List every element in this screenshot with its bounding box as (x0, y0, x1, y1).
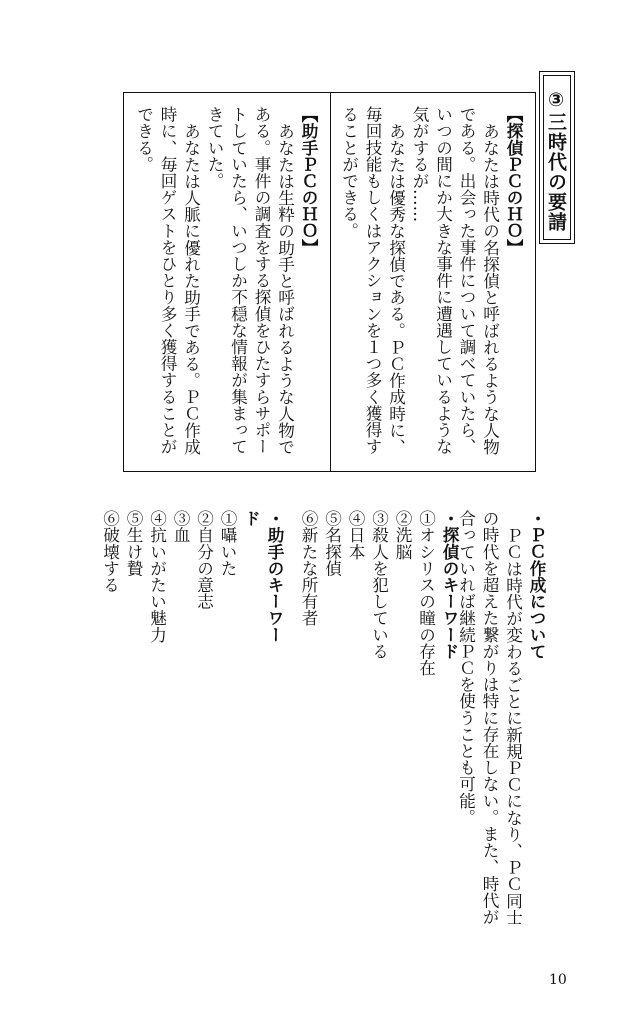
keyword-item: ⑤名探偵 (322, 510, 342, 577)
keyword-item: ②洗脳 (393, 510, 412, 560)
pc-creation-text: ＰＣは時代が変わるごとに新規ＰＣになり、ＰＣ同士の時代を超えた繋がりは特に存在しない。また、時代が合っていれば継続ＰＣを使うことも可能。 (456, 510, 523, 925)
assistant-handout (130, 106, 320, 464)
pc-creation-heading: ・ＰＣ作成について (527, 510, 546, 660)
assistant-keywords-heading: ・助手のキーワード (241, 510, 284, 643)
assistant-keywords-section (100, 510, 286, 650)
assistant-handout-paragraph: あなたは生粋の助手と呼ばれるような人物である。事件の調査をする探偵をひたすらサポートしていたら、いつしか不穏な情報が集まってきていた。 (205, 106, 295, 455)
keyword-item: ②自分の意志 (194, 510, 214, 610)
keyword-item: ①オシリスの瞳の存在 (416, 510, 436, 676)
detective-handout-heading: 【探偵ＰＣのＨＯ】 (504, 106, 523, 256)
page-number: 10 (549, 972, 567, 988)
detective-handout-paragraph: あなたは優秀な探偵である。ＰＣ作成時に、毎回技能もしくはアクションを１つ多く獲得することができる。 (339, 106, 406, 455)
detective-handout (340, 106, 525, 464)
section-title: ③三時代の要請 (543, 75, 571, 240)
keyword-item: ⑤生け贄 (124, 510, 143, 577)
assistant-handout-paragraph: あなたは人脈に優れた助手である。ＰＣ作成時に、毎回ゲストをひとり多く獲得することができる。 (134, 106, 201, 455)
keyword-item: ④日本 (346, 510, 365, 560)
detective-keywords-section (293, 510, 461, 710)
assistant-handout-heading: 【助手ＰＣのＨＯ】 (299, 106, 318, 256)
keyword-item: ③殺人を犯している (369, 510, 389, 660)
pc-creation-section (456, 510, 548, 930)
handout-box-divider (330, 92, 331, 472)
keyword-item: ⑥新たな所有者 (299, 510, 318, 627)
keyword-item: ③血 (171, 510, 190, 544)
detective-handout-paragraph: あなたは時代の名探偵と呼ばれるような人物である。出会った事件について調べていたら、いつの間にか大きな事件に遭遇しているような気がするが…… (410, 106, 500, 455)
keyword-item: ⑥破壊する (100, 510, 120, 593)
keyword-item: ①囁いた (218, 510, 237, 577)
keyword-item: ④抗いがたい魅力 (147, 510, 167, 643)
detective-keywords-heading: ・探偵のキーワード (440, 510, 459, 660)
